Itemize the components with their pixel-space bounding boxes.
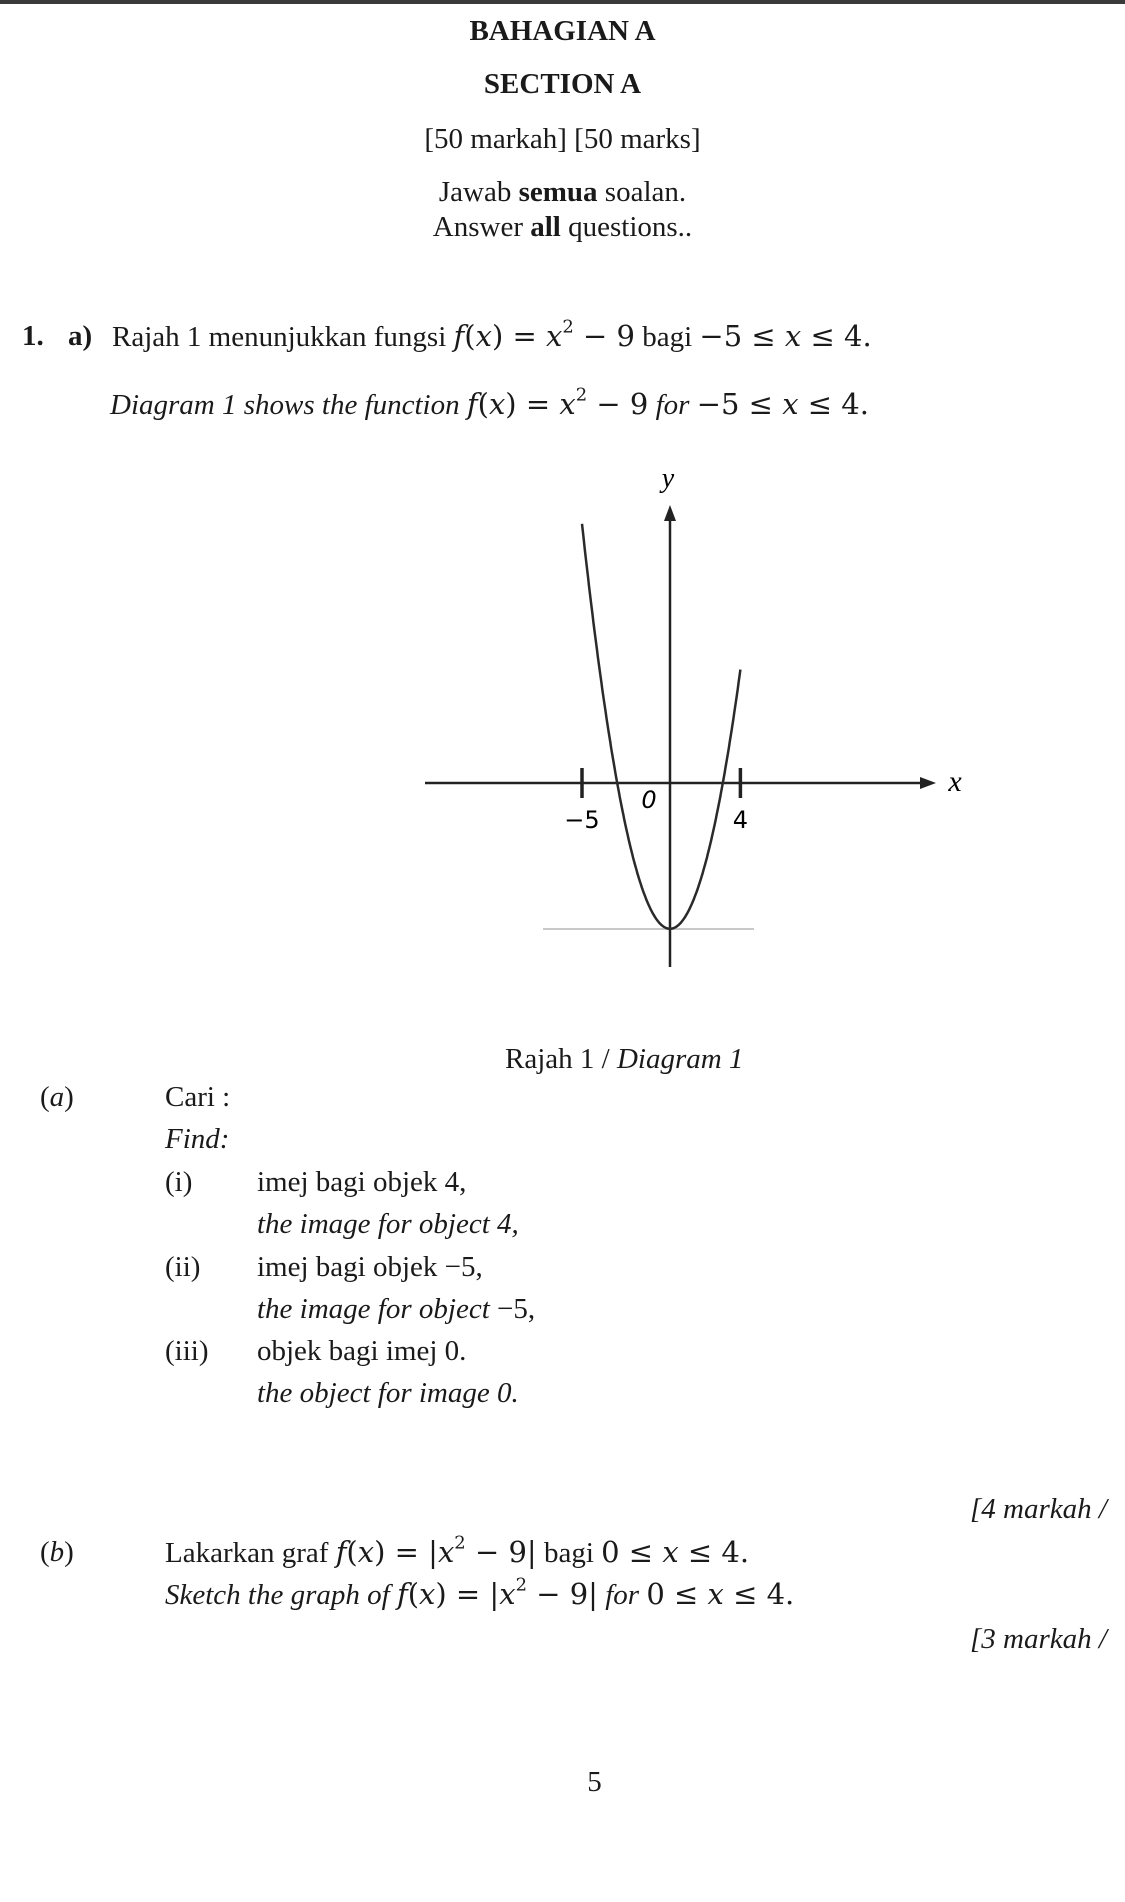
marks-total: [50 markah] [50 marks]	[424, 123, 701, 155]
abs-function-expression-en: $f(x) = |x^2 - 9|$	[396, 1574, 598, 1611]
section-title-ms: BAHAGIAN A	[469, 15, 656, 47]
part-b-label: (b)	[40, 1536, 74, 1568]
find-ms: Cari :	[165, 1081, 231, 1113]
item-i-ms: imej bagi objek 4,	[257, 1166, 467, 1198]
section-title-en: SECTION A	[483, 68, 642, 100]
page-number: 5	[587, 1766, 602, 1798]
item-iii-number: (iii)	[165, 1335, 209, 1367]
instruction-ms: Jawab semua soalan.	[438, 176, 687, 208]
function-expression: $f(x) = x^2 - 9$	[453, 316, 635, 353]
item-i-number: (i)	[165, 1166, 193, 1198]
x-tick-label-4: 4	[732, 806, 749, 834]
top-rule	[0, 0, 1125, 4]
diagram-1-graph	[400, 455, 1000, 975]
function-expression-en: $f(x) = x^2 - 9$	[466, 384, 649, 421]
part-b-ms: Lakarkan graf $f(x) = |x^2 - 9|$ bagi 0 ≤ x ≤ 4.	[165, 1532, 750, 1569]
question-number: 1.	[22, 320, 44, 352]
abs-function-expression: $f(x) = |x^2 - 9|$	[335, 1532, 537, 1569]
item-ii-ms: imej bagi objek −5,	[257, 1251, 483, 1283]
part-b-marks: [3 markah /	[970, 1623, 1107, 1655]
part-a-marks: [4 markah /	[970, 1493, 1107, 1525]
part-b-range-en: 0 ≤ x ≤ 4.	[646, 1577, 795, 1611]
find-en: Find:	[165, 1123, 230, 1155]
item-ii-en: the image for object −5,	[257, 1293, 536, 1325]
domain-range: −5 ≤ x ≤ 4.	[699, 319, 872, 353]
y-axis-arrow	[664, 505, 676, 521]
question-stem-ms: Rajah 1 menunjukkan fungsi $f(x) = x^2 - 9$ bagi −5 ≤ x ≤ 4.	[112, 316, 872, 353]
item-iii-ms: objek bagi imej 0.	[257, 1335, 467, 1367]
x-axis-arrow	[920, 777, 936, 789]
part-b-range: 0 ≤ x ≤ 4.	[601, 1535, 750, 1569]
question-part: a)	[68, 320, 93, 352]
instruction-en: Answer all questions..	[432, 211, 693, 243]
domain-range-en: −5 ≤ x ≤ 4.	[696, 387, 869, 421]
item-ii-number: (ii)	[165, 1251, 201, 1283]
function-curve	[582, 524, 740, 929]
y-axis-label: y	[661, 463, 675, 494]
x-axis-label: x	[948, 765, 962, 798]
item-i-en: the image for object 4,	[257, 1208, 519, 1240]
question-stem-en: Diagram 1 shows the function $f(x) = x^2 - 9$ for −5 ≤ x ≤ 4.	[110, 384, 869, 421]
diagram-caption: Rajah 1 / Diagram 1	[505, 1043, 744, 1075]
origin-label: 0	[641, 786, 657, 814]
part-b-en: Sketch the graph of $f(x) = |x^2 - 9|$ for 0 ≤ x ≤ 4.	[165, 1574, 795, 1611]
item-iii-en: the object for image 0.	[257, 1377, 519, 1409]
part-a-label: (a)	[40, 1081, 74, 1113]
x-tick-label-neg5: −5	[564, 806, 600, 834]
